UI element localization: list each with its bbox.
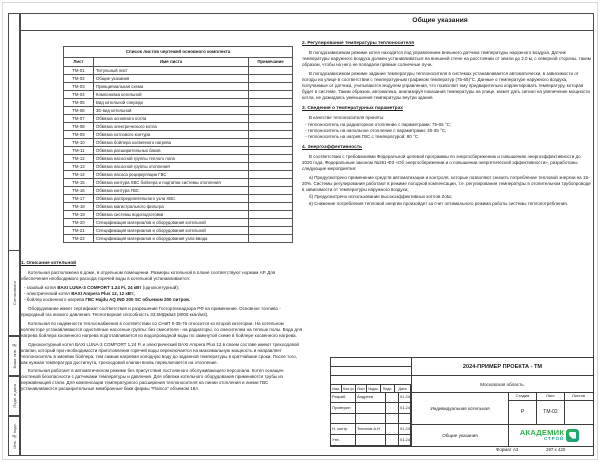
section2-p1: В погодозависимом режиме котел находится под управлением внешнего датчика температуры наружного воздуха. Датчик температуры наружного воздуха должен устанавливаться на внешней стене на расстоянии от земли до 2,0 м, с северной стороны, таким образом, чтобы на него не попадали прямые солнечные лучи. [302, 50, 591, 68]
sheet-cell: Обвязка бойлера косвенного нагрева [94, 139, 249, 147]
col-header-list: Лист [64, 58, 94, 67]
role-date: 01.24 [399, 403, 411, 414]
revision-col-header: Кол.уч [342, 384, 356, 392]
sheet-cell [249, 163, 293, 171]
equipment-item: - бойлер косвенного нагрева ГВС Hajdu AQ IND 200 SC объемом 200 литров. [24, 297, 191, 303]
sheet-cell: Обвязка насосной группы теплого пола [94, 155, 249, 163]
format-label: Формат А3 [496, 447, 519, 452]
sheet-cell: Обвязка насоса рециркуляции ГВС [94, 171, 249, 179]
object-name: Индивидуальная котельная [430, 406, 490, 411]
section1-p3: Котельная по надежности теплоснабжения в соответствии со СНиП II-35-76 относится ко второй категории. На котельном коллекторе устанавливаются однотипные насосные группы: без смесителя - на радиаторы, со смесителем на теплые полы. Вода для нагрева бойлера косвенного нагрева подготавливается из водопроводной воды по замкнутой схеме в бойлере косвенного нагрева. [21, 320, 303, 338]
sheet-row [64, 211, 293, 219]
sheet-cell: ТМ-14 [64, 171, 94, 179]
sheet-cell [249, 83, 293, 91]
role-label: Разраб. [331, 392, 356, 403]
sheet-cell [249, 155, 293, 163]
sheet-cell: ТМ-16 [64, 187, 94, 195]
sheet-cell [249, 139, 293, 147]
sheet-cell: Общие указания [94, 75, 249, 83]
sheet-cell [249, 67, 293, 75]
sheet-cell [249, 115, 293, 123]
sheet-row [64, 147, 293, 155]
sheets-label: Листов [572, 393, 585, 398]
logo-icon [566, 429, 579, 442]
sheet-list-title: Список листов чертежей основного комплекта [64, 47, 293, 58]
sheet-row [64, 203, 293, 211]
sheet-cell: ТМ-12 [64, 155, 94, 163]
section4-item-b: б) Предусмотрено использование высокоэффективных котлов Zota; [309, 193, 452, 199]
sheet-row [64, 227, 293, 235]
sheet-cell: Обвязка котлового контура [94, 131, 249, 139]
logo-line1: АКАДЕМИК [519, 428, 565, 437]
title-block [330, 357, 594, 447]
coolant-item: - теплоноситель на нагрев ГВС с температурой: 80 °С. [305, 133, 420, 139]
role-label: Н. контр. [331, 424, 356, 435]
page-title: Общие указания [412, 17, 468, 24]
sheet-list-table [63, 46, 293, 243]
equipment-list [21, 285, 303, 303]
stamp-label: Согласовано [12, 281, 17, 306]
sheet-cell [249, 203, 293, 211]
section4-item-a: а) Предусмотрено применение средств автоматизации и контроля, которые позволяют снизить потребление тепловой энергии на 15-20%. Системы регулирования работают в режиме погодной компенсации, т.е. регулирования температуры в отопительном трубопроводе в зависимости от температуры наружного воздуха; [302, 175, 591, 192]
sheet-cell: ТМ-22 [64, 235, 94, 243]
section4-heading: 4. Энергоэффективность [302, 144, 363, 150]
sheet-cell: Обвязка контура ХВС бойлера и подпитки системы отопления [94, 179, 249, 187]
stage-label: Стадия [515, 393, 530, 398]
equipment-item: - газовый котел BAXI LUNA-3 COMFORT 1.24 Fi, 24 кВт (одноконтурный); [24, 285, 180, 291]
sheet-cell [249, 91, 293, 99]
sheet-row [64, 99, 293, 107]
section4-item-c: в) Снижение потребления тепловой энергии произойдет за счет оптимального режима работы системы теплопотребления. [309, 200, 568, 206]
revision-col-header: №док. [367, 384, 381, 392]
role-date: 01.24 [399, 392, 411, 403]
section2-p2: В погодозависимом режиме задание температуры теплоносителя в системах устанавливается автоматически, в зависимости от погоды на улице в соответствии с температурным графиком температур (75-65)°С. Данные о температуре наружного воздуха, получаемые от датчика, учитываются модулем управления, что позволяет ему предварительно корректировать температуру, которая будет в системе. Таким образом, автоматика, анализируя показания температуры на улице, может дать сигнал на увеличение мощности котла, не дожидаясь уменьшения температуры внутри здания. [302, 71, 590, 100]
role-name [356, 414, 386, 425]
sheet-cell: Обвязка системы водоподготовки [94, 211, 249, 219]
sheet-row [64, 83, 293, 91]
sheet-cell: Обвязка магистрального фильтра [94, 203, 249, 211]
sheet-cell: ТМ-17 [64, 195, 94, 203]
sheet-cell: Спецификация материалов и оборудования котельной [94, 219, 249, 227]
sheet-cell [249, 147, 293, 155]
sheet-cell: Обвязка распределительного узла ХВС [94, 195, 249, 203]
sheet-row [64, 131, 293, 139]
stamp-label: Взам. инв. № [12, 343, 17, 369]
role-label: Проверил [331, 403, 356, 414]
sheet-cell: ТМ-05 [64, 99, 94, 107]
role-date: 01.24 [399, 435, 411, 446]
equipment-item: - электрический котел BAXI Ampera Plus 12, 12 кВт; [24, 291, 135, 297]
sheet-cell: ТМ-03 [64, 83, 94, 91]
sheet-row [64, 75, 293, 83]
sheet-row [64, 187, 293, 195]
section3-heading: 3. Сведения о температурных параметрах [302, 105, 403, 111]
section1-p5: Котельная работает в автоматическом режиме без присутствия постоянного обслуживающего персонала. Котел оснащен системой безопасности с датчиками температуры и давления. Для обвязки котельного оборудования применяются трубы из нержавеющей стали. Для компенсации температурного расширения теплоносителя на линии отопления и линии ГВС устанавливаются расширительные мембранные баки фирмы "Flamco" объемом 18л. [21, 368, 284, 392]
sheet-cell: Спецификация материалов и оборудования котельной [94, 227, 249, 235]
role-sign [386, 435, 399, 446]
stamp-box-podp-data [8, 375, 21, 417]
stamp-label: Инв. № подл. [12, 422, 17, 449]
logo-text [520, 429, 564, 441]
roles-grid [331, 392, 411, 446]
sheet-cell: ТМ-15 [64, 179, 94, 187]
sheet-row [64, 139, 293, 147]
revision-col-header: Лист [356, 384, 367, 392]
section1-p4: Одноконтурный котел BAXI LUNA-3 COMFORT 1.24 Fi и электрический BAXI Ampera Plus 12 в своем составе имеют трехходовой клапан, который при необходимости приготовления горячей воды переключается на максимальную мощность и направляет теплоноситель в змеевик бойлера, тем самым нагревая холодную воду до заданной температуры в кратчайшие сроки. После того, как нужная температура достигнута, трехходовой клапан вновь переключается на отопление. [21, 341, 299, 365]
section1-heading: 1. Описание котельной [21, 261, 77, 266]
sheet-cell: ТМ-09 [64, 131, 94, 139]
project-name: 2024-ПРИМЕР ПРОЕКТА - ТМ [462, 363, 543, 370]
sheet-row [64, 91, 293, 99]
title-divider [19, 30, 593, 31]
sheet-row [64, 123, 293, 131]
role-name: Андреев [356, 392, 386, 403]
company-logo [508, 424, 591, 446]
sheet-cell: ТМ-20 [64, 219, 94, 227]
sheet-cell: Компоновка котельной [94, 91, 249, 99]
sheet-cell: ТМ-04 [64, 91, 94, 99]
sheet-cell: ТМ-01 [64, 67, 94, 75]
section3-intro: В качестве теплоносителя приняты: [309, 115, 385, 121]
sheet-cell [249, 99, 293, 107]
sheet-cell [249, 211, 293, 219]
stamp-label: Подп. и дата [12, 384, 17, 408]
coolant-item: - теплоноситель на напольное отопление с параметрами: 40-35 °С; [305, 128, 447, 134]
sheet-cell: ТМ-06 [64, 107, 94, 115]
sheet-cell: Обвязка электрического котла [94, 123, 249, 131]
sheet-cell: Обвязка расширительных баков [94, 147, 249, 155]
stamp-box-soglasovano [8, 250, 21, 337]
sheet-row [64, 107, 293, 115]
revision-col-header: Подп. [381, 384, 395, 392]
role-name [356, 435, 386, 446]
sheet-row [64, 195, 293, 203]
sheet-row [64, 179, 293, 187]
role-label: Утв. [331, 435, 356, 446]
doc-title: Общие указания [442, 433, 478, 438]
role-date: 01.24 [399, 424, 411, 435]
sheet-cell [249, 107, 293, 115]
sheet-cell: ТМ-07 [64, 115, 94, 123]
sheet-cell [249, 179, 293, 187]
section1-p2: Оборудование имеет сертификат соответствия и разрешение Госгортехнадзора РФ на применение. Основное топливо - природный газ низкого давления. Теплотворная способность 33,5МДж/м3 (8000 ккал/м3). [21, 306, 281, 317]
col-header-note: Примечание [249, 58, 293, 67]
logo-line2: СТРОЙ [544, 435, 565, 441]
sheet-cell: ТМ-19 [64, 211, 94, 219]
sheet-cell: 3D вид котельной [94, 107, 249, 115]
sheet-row [64, 155, 293, 163]
stamp-box-vzam-inv [8, 335, 21, 377]
sheet-cell: Обвязка основного котла [94, 115, 249, 123]
project-location: Московская область. [480, 381, 525, 387]
section4-p1: В соответствии с требованиями Федеральной целевой программы по энергосбережению и повышению энергоэффективности до 2020 года, Федеральным законом №261-ФЗ «Об энергосбережении и о повышении энергетической эффективности», разработаны следующие мероприятия: [302, 154, 581, 172]
sheet-cell [249, 187, 293, 195]
stamp-box-inv-podl [8, 415, 21, 456]
role-sign [386, 403, 399, 414]
sheet-row [64, 163, 293, 171]
sheet-list-header [64, 58, 293, 67]
sheet-cell: ТМ-02 [64, 75, 94, 83]
col-header-name: Имя листа [94, 58, 249, 67]
role-label [331, 414, 356, 425]
sheet-cell [249, 171, 293, 179]
sheet-cell: Вид котельной спереди [94, 99, 249, 107]
tb-line [331, 375, 411, 376]
coolant-list [302, 122, 591, 140]
sheet-table-body [64, 67, 293, 243]
sheet-row [64, 235, 293, 243]
coolant-item: - теплоноситель на радиаторное отопление с параметрами: 75-65 °С; [305, 122, 452, 128]
role-sign [386, 392, 399, 403]
sheet-cell [249, 131, 293, 139]
sheet-row [64, 67, 293, 75]
sheet-row [64, 115, 293, 123]
revision-col-header: Изм. [331, 384, 342, 392]
role-sign [386, 414, 399, 425]
sheet-cell [249, 227, 293, 235]
role-name: Тихонов А.Н [356, 424, 386, 435]
format-size: 297 х 420 [546, 447, 566, 452]
sheet-number: ТМ-02 [543, 409, 558, 415]
section2-heading: 2. Регулирование температуры теплоносителя [302, 41, 415, 46]
sheet-cell: ТМ-11 [64, 147, 94, 155]
stage-value: Р [520, 409, 525, 415]
sheet-cell [249, 235, 293, 243]
section1-p1: Котельная расположена в доме, в отдельном помещении. Размеры котельной в плане соответствуют нормам АР. Для обеспечения необходимого расхода горячей воды в котельной устанавливается: [21, 270, 276, 282]
sheet-cell: ТМ-08 [64, 123, 94, 131]
sheet-cell: ТМ-10 [64, 139, 94, 147]
sheet-cell: Принципиальная схема [94, 83, 249, 91]
general-notes-column [302, 36, 591, 210]
tb-line [331, 366, 411, 367]
sheet-row [64, 219, 293, 227]
sheets-total [565, 401, 592, 423]
role-sign [386, 424, 399, 435]
role-date [399, 414, 411, 425]
sheet-cell: Обвязка контура ГВС [94, 187, 249, 195]
sheet-cell: Титульный лист [94, 67, 249, 75]
section-description [21, 256, 303, 395]
role-name [356, 403, 386, 414]
sheet-cell: ТМ-13 [64, 163, 94, 171]
sheet-cell: ТМ-18 [64, 203, 94, 211]
sheet-cell: Спецификация материалов и оборудования узла ввода [94, 235, 249, 243]
sheet-cell [249, 123, 293, 131]
revision-header-row [331, 384, 411, 392]
sheet-label: Лист [546, 393, 555, 398]
sheet-row [64, 171, 293, 179]
sheet-cell [249, 195, 293, 203]
sheet-cell [249, 219, 293, 227]
revision-col-header: Дата [395, 384, 411, 392]
sheet-cell [249, 75, 293, 83]
sheet-cell: Обвязка насосной группы отопления [94, 163, 249, 171]
sheet-cell: ТМ-21 [64, 227, 94, 235]
